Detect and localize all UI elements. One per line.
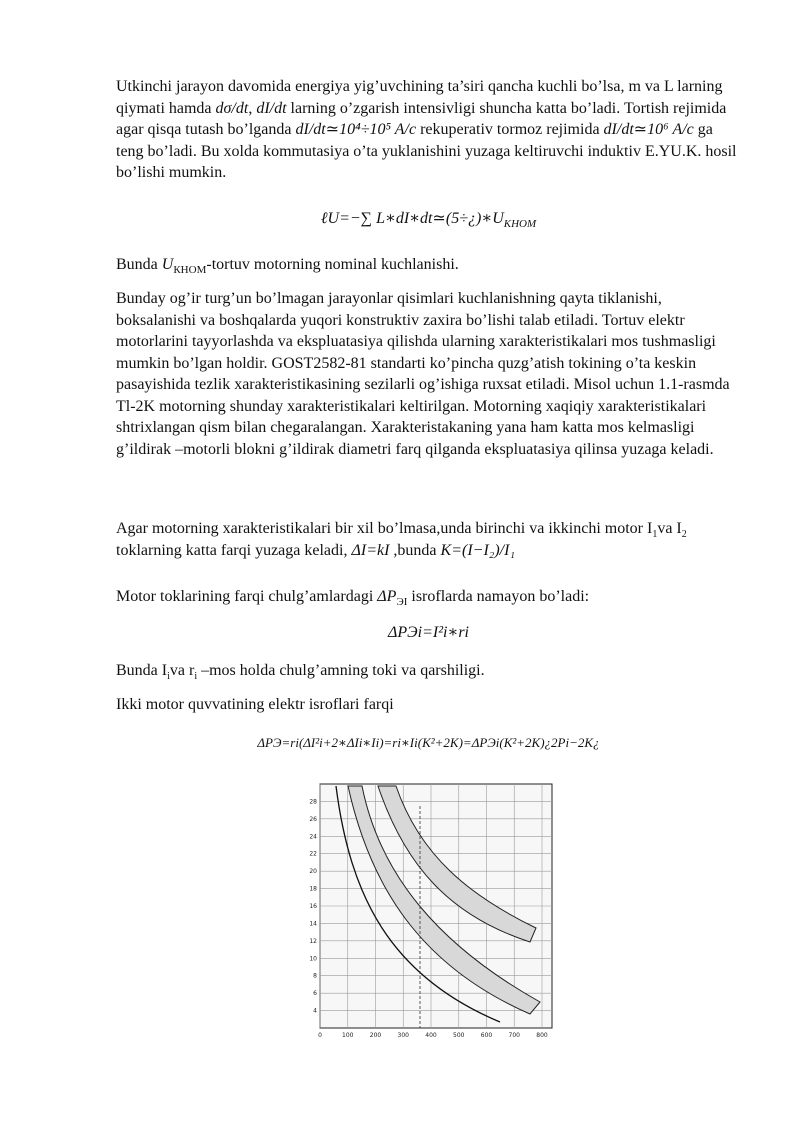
y-tick-label: 10: [309, 955, 317, 963]
x-tick-label: 100: [342, 1032, 354, 1039]
math-di-dt-range: dI/dt≃10⁴÷10⁵ A/c: [295, 121, 417, 138]
y-tick-label: 28: [309, 798, 317, 806]
math-di-dt: dI/dt: [256, 99, 287, 117]
paragraph-4: Agar motorning xarakteristikalari bir xil bo’lmasa,unda birinchi va ikkinchi motor $I_1va$ $I_2$ toklarning katta farqi yuzaga keladi, ΔI=kI ,bunda K=(I−I₂)/I₁: [116, 520, 687, 559]
figure-x-ticks: [318, 1032, 548, 1039]
math-di-dt-recuperative: dI/dt≃10⁶ A/c: [603, 121, 694, 138]
motor-characteristics-figure: [300, 776, 560, 1046]
paragraph-7: Ikki motor quvvatining elektr isroflari farqi: [116, 696, 394, 713]
x-tick-label: 400: [425, 1032, 437, 1039]
x-tick-label: 300: [397, 1032, 409, 1039]
x-tick-label: 200: [369, 1032, 382, 1039]
x-tick-label: 600: [480, 1032, 493, 1039]
y-tick-label: 26: [309, 815, 317, 823]
x-tick-label: 0: [318, 1032, 322, 1039]
y-tick-label: 4: [313, 1007, 317, 1015]
y-tick-label: 6: [313, 990, 317, 998]
y-tick-label: 12: [309, 937, 317, 945]
y-tick-label: 8: [313, 972, 317, 980]
paragraph-5: Motor toklarining farqi chulg’amlardagi $\Delta P_{ЭI}$ isroflarda namayon bo’ladi:: [116, 588, 590, 609]
figure-y-ticks: [309, 798, 317, 1014]
y-tick-label: 20: [309, 868, 317, 876]
paragraph-2: Bunda $U_{КНОМ}$-tortuv motorning nominal kuchlanishi.: [116, 256, 459, 277]
x-tick-label: 500: [453, 1032, 465, 1039]
math-dsigma-dt: dσ/dt: [215, 99, 249, 117]
y-tick-label: 22: [309, 850, 317, 858]
equation-2: ΔPЭi=I²i∗ri: [388, 624, 469, 641]
equation-3: ΔPЭ=ri(ΔI²i+2∗ΔIi∗Ii)=ri∗Ii(K²+2K)=ΔPЭi(K²+2K)¿2Pi−2K¿: [257, 735, 600, 750]
y-tick-label: 16: [309, 903, 317, 910]
y-tick-label: 24: [309, 833, 317, 841]
y-tick-label: 14: [309, 920, 317, 928]
x-tick-label: 800: [536, 1032, 548, 1039]
paragraph-3: Bunday og’ir turg’un bo’lmagan jarayonlar qisimlari kuchlanishning qayta tiklanishi, boksalanishi va boshqalarda yuqori konstruktiv zaxira bo’lishi talab etiladi. Tortuv elektr motorlarini tayyorlashda va ekspluatasiya qilishda ularning xarakteristikalari mos tushmasligi mumkin bo’lgan holdir. GOST2582-81 standarti ko’pincha quzg’atish tokining o’ta keskin pasayishida tezlik xarakteristikasining sezilarli og’ishiga ruxsat etiladi. Misol uchun 1.1-rasmda Tl-2K motorning shunday xarakteristikalari keltirilgan. Motorning xaqiqiy xarakteristikalari shtrixlangan qism bilan chegaralangan. Xarakteristakaning yana ham katta mos kelmasligi g’ildirak –motorli blokni g’ildirak diametri farq qilganda ekspluatasiya qilinsa yuzaga keladi.: [116, 290, 730, 458]
y-tick-label: 18: [309, 885, 317, 893]
paragraph-1: Utkinchi jarayon davomida energiya yig’uvchining ta’siri qancha kuchli bo’lsa, m va L larning qiymati hamda dσ/dt, dI/dt larning o’zgarish intensivligi shuncha katta bo’ladi. Tortish rejimida agar qisqa tutash bo’lganda dI/dt≃10⁴÷10⁵ A/c rekuperativ tormoz rejimida dI/dt≃10⁶ A/c ga teng bo’ladi. Bu xolda kommutasiya o’ta yuklanishini yuzaga keltiruvchi induktiv E.YU.K. hosil bo’lishi mumkin.: [116, 78, 737, 181]
paragraph-6: Bunda $I_iva$ $r_i$ –mos holda chulg’amning toki va qarshiligi.: [116, 662, 485, 683]
equation-1: ℓU=−∑ $L∗dI∗dt≃(5\div¿)∗U_{КНОМ}$: [320, 210, 537, 231]
x-tick-label: 700: [508, 1032, 520, 1039]
